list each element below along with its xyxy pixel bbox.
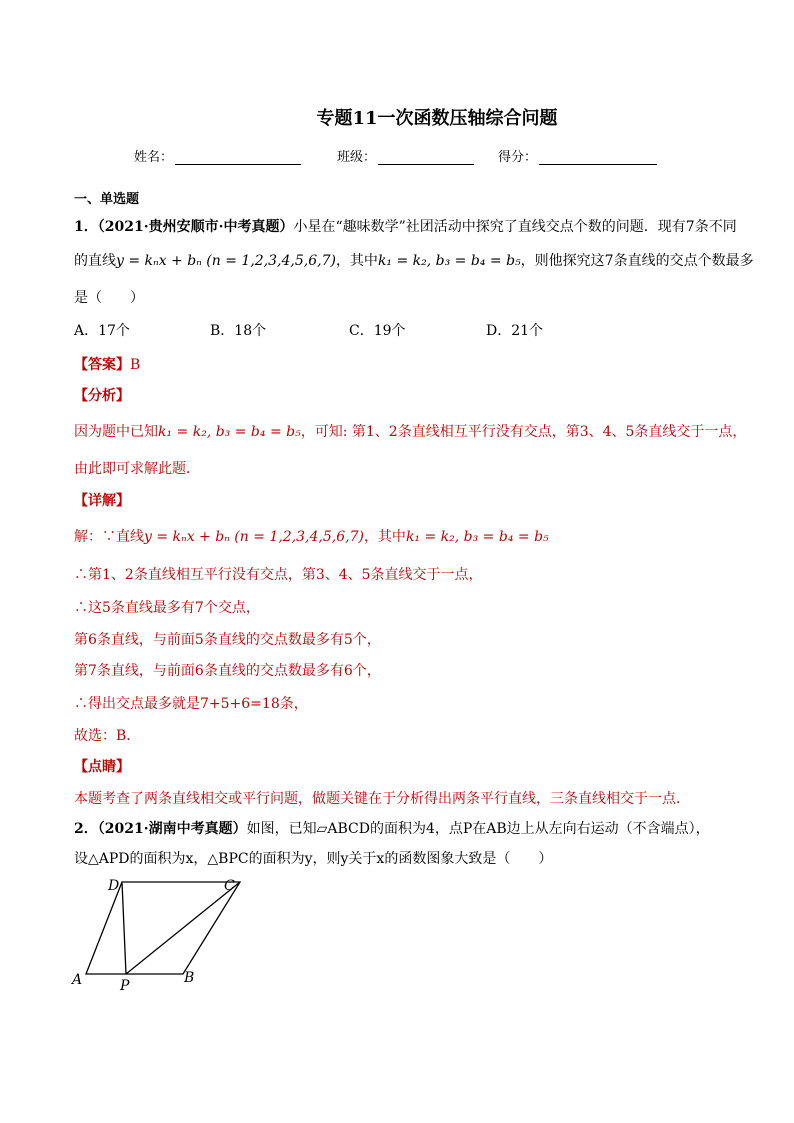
q1-option-b: B．18个 bbox=[210, 323, 267, 339]
analysis-label: 【分析】 bbox=[74, 388, 130, 404]
name-label: 姓名： bbox=[134, 150, 174, 165]
label-a: A bbox=[72, 972, 83, 988]
comment-text: 本题考查了两条直线相交或平行问题，做题关键在于分析得出两条平行直线，三条直线相交于一点． bbox=[74, 791, 690, 807]
detail-line3: ∴这5条直线最多有7个交点， bbox=[74, 600, 260, 616]
q1-option-c: C．19个 bbox=[349, 323, 406, 339]
detail-line7: 故选：B． bbox=[74, 728, 141, 744]
comment-label: 【点睛】 bbox=[74, 759, 130, 775]
label-c: C bbox=[224, 878, 235, 894]
q1-condition: k₁ = k₂, b₃ = b₄ = b₅ bbox=[377, 253, 521, 269]
analysis-condition: k₁ = k₂, b₃ = b₄ = b₅ bbox=[158, 424, 301, 440]
analysis-text2: ，可知: 第1、2条直线相互平行没有交点，第3、4、5条直线交于一点， bbox=[300, 424, 747, 440]
q2-line2: 设△APD的面积为x，△BPC的面积为y，则y关于x的函数图象大致是（ ） bbox=[74, 851, 553, 867]
segment-dp bbox=[122, 882, 126, 974]
class-label: 班级： bbox=[337, 150, 377, 165]
detail-condition: k₁ = k₂, b₃ = b₄ = b₅ bbox=[405, 529, 549, 545]
label-b: B bbox=[184, 970, 195, 986]
label-p: P bbox=[120, 978, 130, 994]
name-field[interactable] bbox=[134, 146, 301, 165]
q1-line1 bbox=[74, 216, 737, 236]
detail-line4: 第6条直线，与前面5条直线的交点数最多有5个， bbox=[74, 632, 381, 648]
page-title: 专题11一次函数压轴综合问题 bbox=[316, 108, 558, 129]
detail-line1 bbox=[74, 526, 549, 546]
segment-pc bbox=[126, 882, 240, 974]
analysis-line2: 由此即可求解此题． bbox=[74, 461, 200, 477]
q1-option-d: D．21个 bbox=[486, 323, 544, 339]
detail-text2: ，其中 bbox=[363, 529, 406, 545]
q1-number: 1． bbox=[74, 219, 98, 235]
name-blank[interactable] bbox=[175, 152, 301, 165]
score-label: 得分： bbox=[498, 150, 538, 165]
q1-answer bbox=[74, 354, 140, 374]
q2-source: （2021·湖南中考真题） bbox=[97, 821, 247, 837]
q1-option-a: A．17个 bbox=[74, 323, 130, 339]
q1-line2 bbox=[74, 250, 754, 270]
q1-stem-text2: 的直线 bbox=[74, 253, 116, 269]
parallelogram-figure bbox=[66, 874, 246, 996]
score-blank[interactable] bbox=[539, 152, 657, 165]
q1-stem-text: 小星在“趣味数学”社团活动中探究了直线交点个数的问题．现有7条不同 bbox=[293, 219, 737, 235]
detail-line2: ∴第1、2条直线相互平行没有交点，第3、4、5条直线交于一点， bbox=[74, 567, 483, 583]
q1-stem-text4: ，则他探究这7条直线的交点个数最多 bbox=[520, 253, 754, 269]
detail-line6: ∴得出交点最多就是7+5+6=18条， bbox=[74, 696, 308, 712]
parallelogram-abcd bbox=[86, 882, 240, 974]
q1-formula: y = kₙx + bₙ (n = 1,2,3,4,5,6,7) bbox=[116, 253, 336, 269]
section-heading: 一、单选题 bbox=[74, 192, 140, 207]
class-field[interactable] bbox=[337, 146, 474, 165]
detail-text1: 解：∵直线 bbox=[74, 529, 144, 545]
q2-stem-text: 如图，已知▱ABCD的面积为4，点P在AB边上从左向右运动（不含端点）， bbox=[246, 821, 710, 837]
label-d: D bbox=[108, 878, 120, 894]
answer-value: B bbox=[130, 357, 141, 373]
score-field[interactable] bbox=[498, 146, 657, 165]
q2-number: 2． bbox=[74, 821, 98, 837]
answer-label: 【答案】 bbox=[74, 357, 130, 373]
detail-formula: y = kₙx + bₙ (n = 1,2,3,4,5,6,7) bbox=[144, 529, 364, 545]
q1-stem-text3: ，其中 bbox=[335, 253, 378, 269]
q2-line1 bbox=[74, 818, 710, 838]
analysis-text1: 因为题中已知 bbox=[74, 424, 158, 440]
q1-source: （2021·贵州安顺市·中考真题） bbox=[97, 219, 294, 235]
q1-line3: 是（ ） bbox=[74, 290, 144, 306]
detail-line5: 第7条直线，与前面6条直线的交点数最多有6个， bbox=[74, 663, 381, 679]
detail-label: 【详解】 bbox=[74, 493, 130, 509]
analysis-line1 bbox=[74, 421, 746, 441]
class-blank[interactable] bbox=[378, 152, 474, 165]
